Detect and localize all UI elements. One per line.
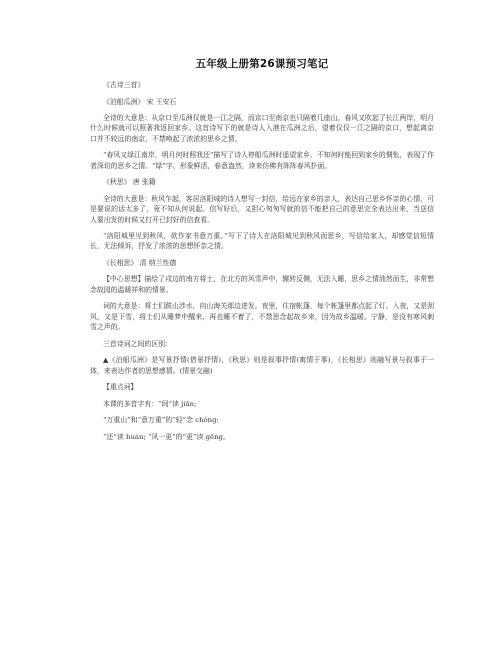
poem-2-analysis: “洛阳城里见到秋风，欲作家书意万重。”写下了诗人在洛阳城见到秋风而思乡，写信给家人，却感觉信短情长，无法倾诉，抒发了浓浓的思想怀亲之情。 (90, 232, 434, 251)
poem-2-meaning: 全诗的大意是：秋风乍起，客居洛阳城的诗人想写一封信，给远在家乡的亲人，表达自己思乡怀亲的心情，可是要说的话太多了，竟不知从何说起。信写好后，又担心匆匆写就的信不能把自己的意思完全表达出来，当送信人要出发的时候又打开已封好的信查看。 (90, 194, 434, 224)
differences-heading: 三首诗词之间的区别： (103, 339, 172, 348)
poem-1-heading: 《泊船瓜洲》 宋 王安石 (103, 97, 177, 106)
poem-3-meaning: 词的大意是：将士们跋山涉水，向山海关那边进发。夜里，住宿帐篷，每个帐篷里都点起了灯。入夜，又是刮风，又是下雪，将士们从睡梦中醒来，再也睡不着了，不禁思念起故乡来，因为故乡温暖、宁静，是没有寒风刺雪之声的。 (90, 302, 434, 332)
poem-3-central-idea: 【中心思想】描绘了戍边的南方将士，在北方的风雪声中，辗转反侧，无法入睡，思乡之情油然而生，非常想念故园的温暖祥和的情景。 (90, 275, 434, 294)
poem-3-heading: 《长相思》 清 纳兰性德 (103, 258, 177, 267)
poems-heading: 《古诗三首》 (103, 81, 145, 89)
poem-1-analysis: “春风又绿江南岸，明月何时照我还”描写了诗人停船瓜洲时遥望家乡，不知何时能回到家乡的惆怅，表现了作者深切的思乡之情。“绿”字，形象鲜活，春意盎然，读来仿佛有阵阵春风扑面。 (90, 151, 434, 170)
key-words-line-3: “还”读 huán; “风一更”的“更”读 gēng。 (103, 432, 230, 441)
poem-2-heading: 《秋思》 唐 张籍 (103, 178, 156, 187)
key-words-heading: 【重点词】 (103, 383, 138, 392)
key-words-line-1: 本课的多音字有：“间”读 jiān; (103, 399, 197, 408)
key-words-line-2: “万重山”和“意万重”的“轻”念 chóng; (103, 416, 219, 425)
document-title: 五年级上册第26课预习笔记 (195, 58, 329, 70)
differences-text: ▲《泊船瓜洲》是写景抒情(借景抒情)，《秋思》则是叙事抒情(寓情于事)，《长相思》则融写景与叙事于一体，来表达作者的思想感情。(情景交融) (90, 356, 434, 375)
poem-1-meaning: 全诗的大意是：从京口至瓜洲仅就是一江之隔，而京口至南京也只隔着几座山。春风又吹起了长江两岸，明月什么时候就可以照著我返回家乡。这首诗写下的就是诗人入港在瓜洲之后，望着仅仅一江之隔的京口，想起离京口并不较远的南京，不禁唤起了浓浓的思乡之情。 (90, 114, 434, 143)
